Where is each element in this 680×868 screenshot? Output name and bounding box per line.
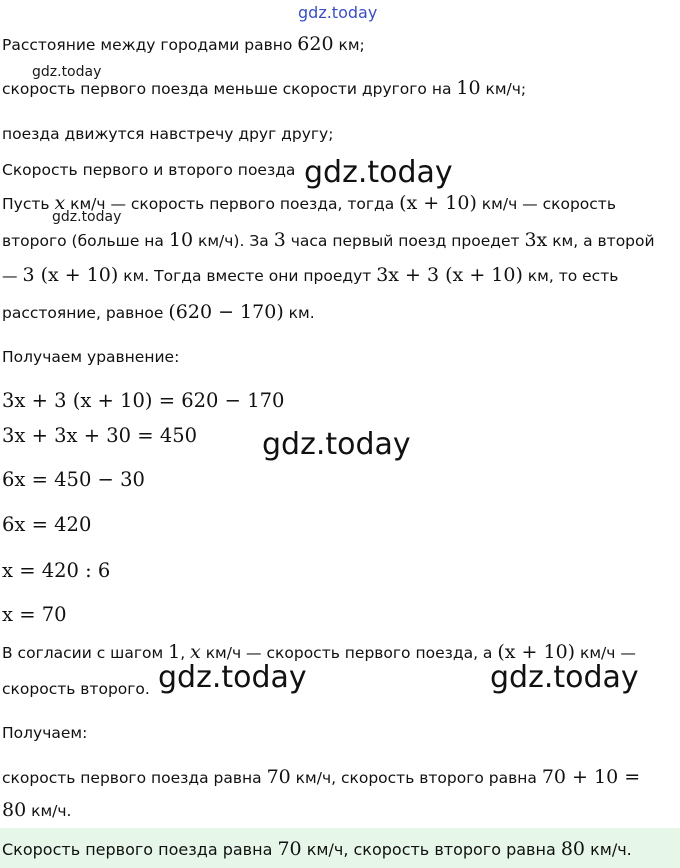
equation-line: 3x + 3 (x + 10) = 620 − 170 — [2, 389, 285, 412]
text-line-according: В согласии с шагом 1, x км/ч — скорость первого поезда, а (x + 10) км/ч — — [2, 641, 636, 663]
text-line-equation-intro: Получаем уравнение: — [2, 348, 180, 366]
text-line-speed-difference: скорость первого поезда меньше скорости другого на 10 км/ч; — [2, 77, 527, 99]
watermark-large: gdz.today — [262, 427, 411, 462]
text-line-second-speed: скорость второго. — [2, 680, 150, 698]
text-line-result-end: 80 км/ч. — [2, 799, 72, 821]
text-line-result: скорость первого поезда равна 70 км/ч, скорость второго равна 70 + 10 = — [2, 766, 641, 788]
equation-line: 6x = 450 − 30 — [2, 468, 145, 491]
equation-line: 6x = 420 — [2, 513, 92, 536]
text-line-question: Скорость первого и второго поезда — [2, 161, 296, 179]
text-line-result-intro: Получаем: — [2, 724, 88, 742]
watermark-large: gdz.today — [158, 660, 307, 695]
answer-text: Скорость первого поезда равна 70 км/ч, скорость второго равна 80 км/ч. — [2, 838, 632, 860]
text-line-let: Пусть x км/ч — скорость первого поезда, тогда (x + 10) км/ч — скорость — [2, 192, 616, 214]
watermark-top: gdz.today — [298, 3, 378, 22]
text-line-direction: поезда движутся навстречу друг другу; — [2, 125, 334, 143]
equation-line: x = 70 — [2, 603, 67, 626]
text-line-together: — 3 (x + 10) км. Тогда вместе они проедут 3x + 3 (x + 10) км, то есть — [2, 264, 619, 286]
equation-line: 3x + 3x + 30 = 450 — [2, 424, 198, 447]
text-line-distance: Расстояние между городами равно 620 км; — [2, 33, 365, 55]
watermark-large: gdz.today — [304, 155, 453, 190]
equation-line: x = 420 : 6 — [2, 559, 111, 582]
text-line-distance-equal: расстояние, равное (620 − 170) км. — [2, 301, 315, 323]
watermark-large: gdz.today — [490, 660, 639, 695]
text-line-second: второго (больше на 10 км/ч). За 3 часа первый поезд проедет 3x км, а второй — [2, 229, 655, 251]
answer-box — [0, 828, 680, 868]
watermark-small: gdz.today — [32, 64, 102, 80]
watermark-small: gdz.today — [52, 209, 122, 225]
